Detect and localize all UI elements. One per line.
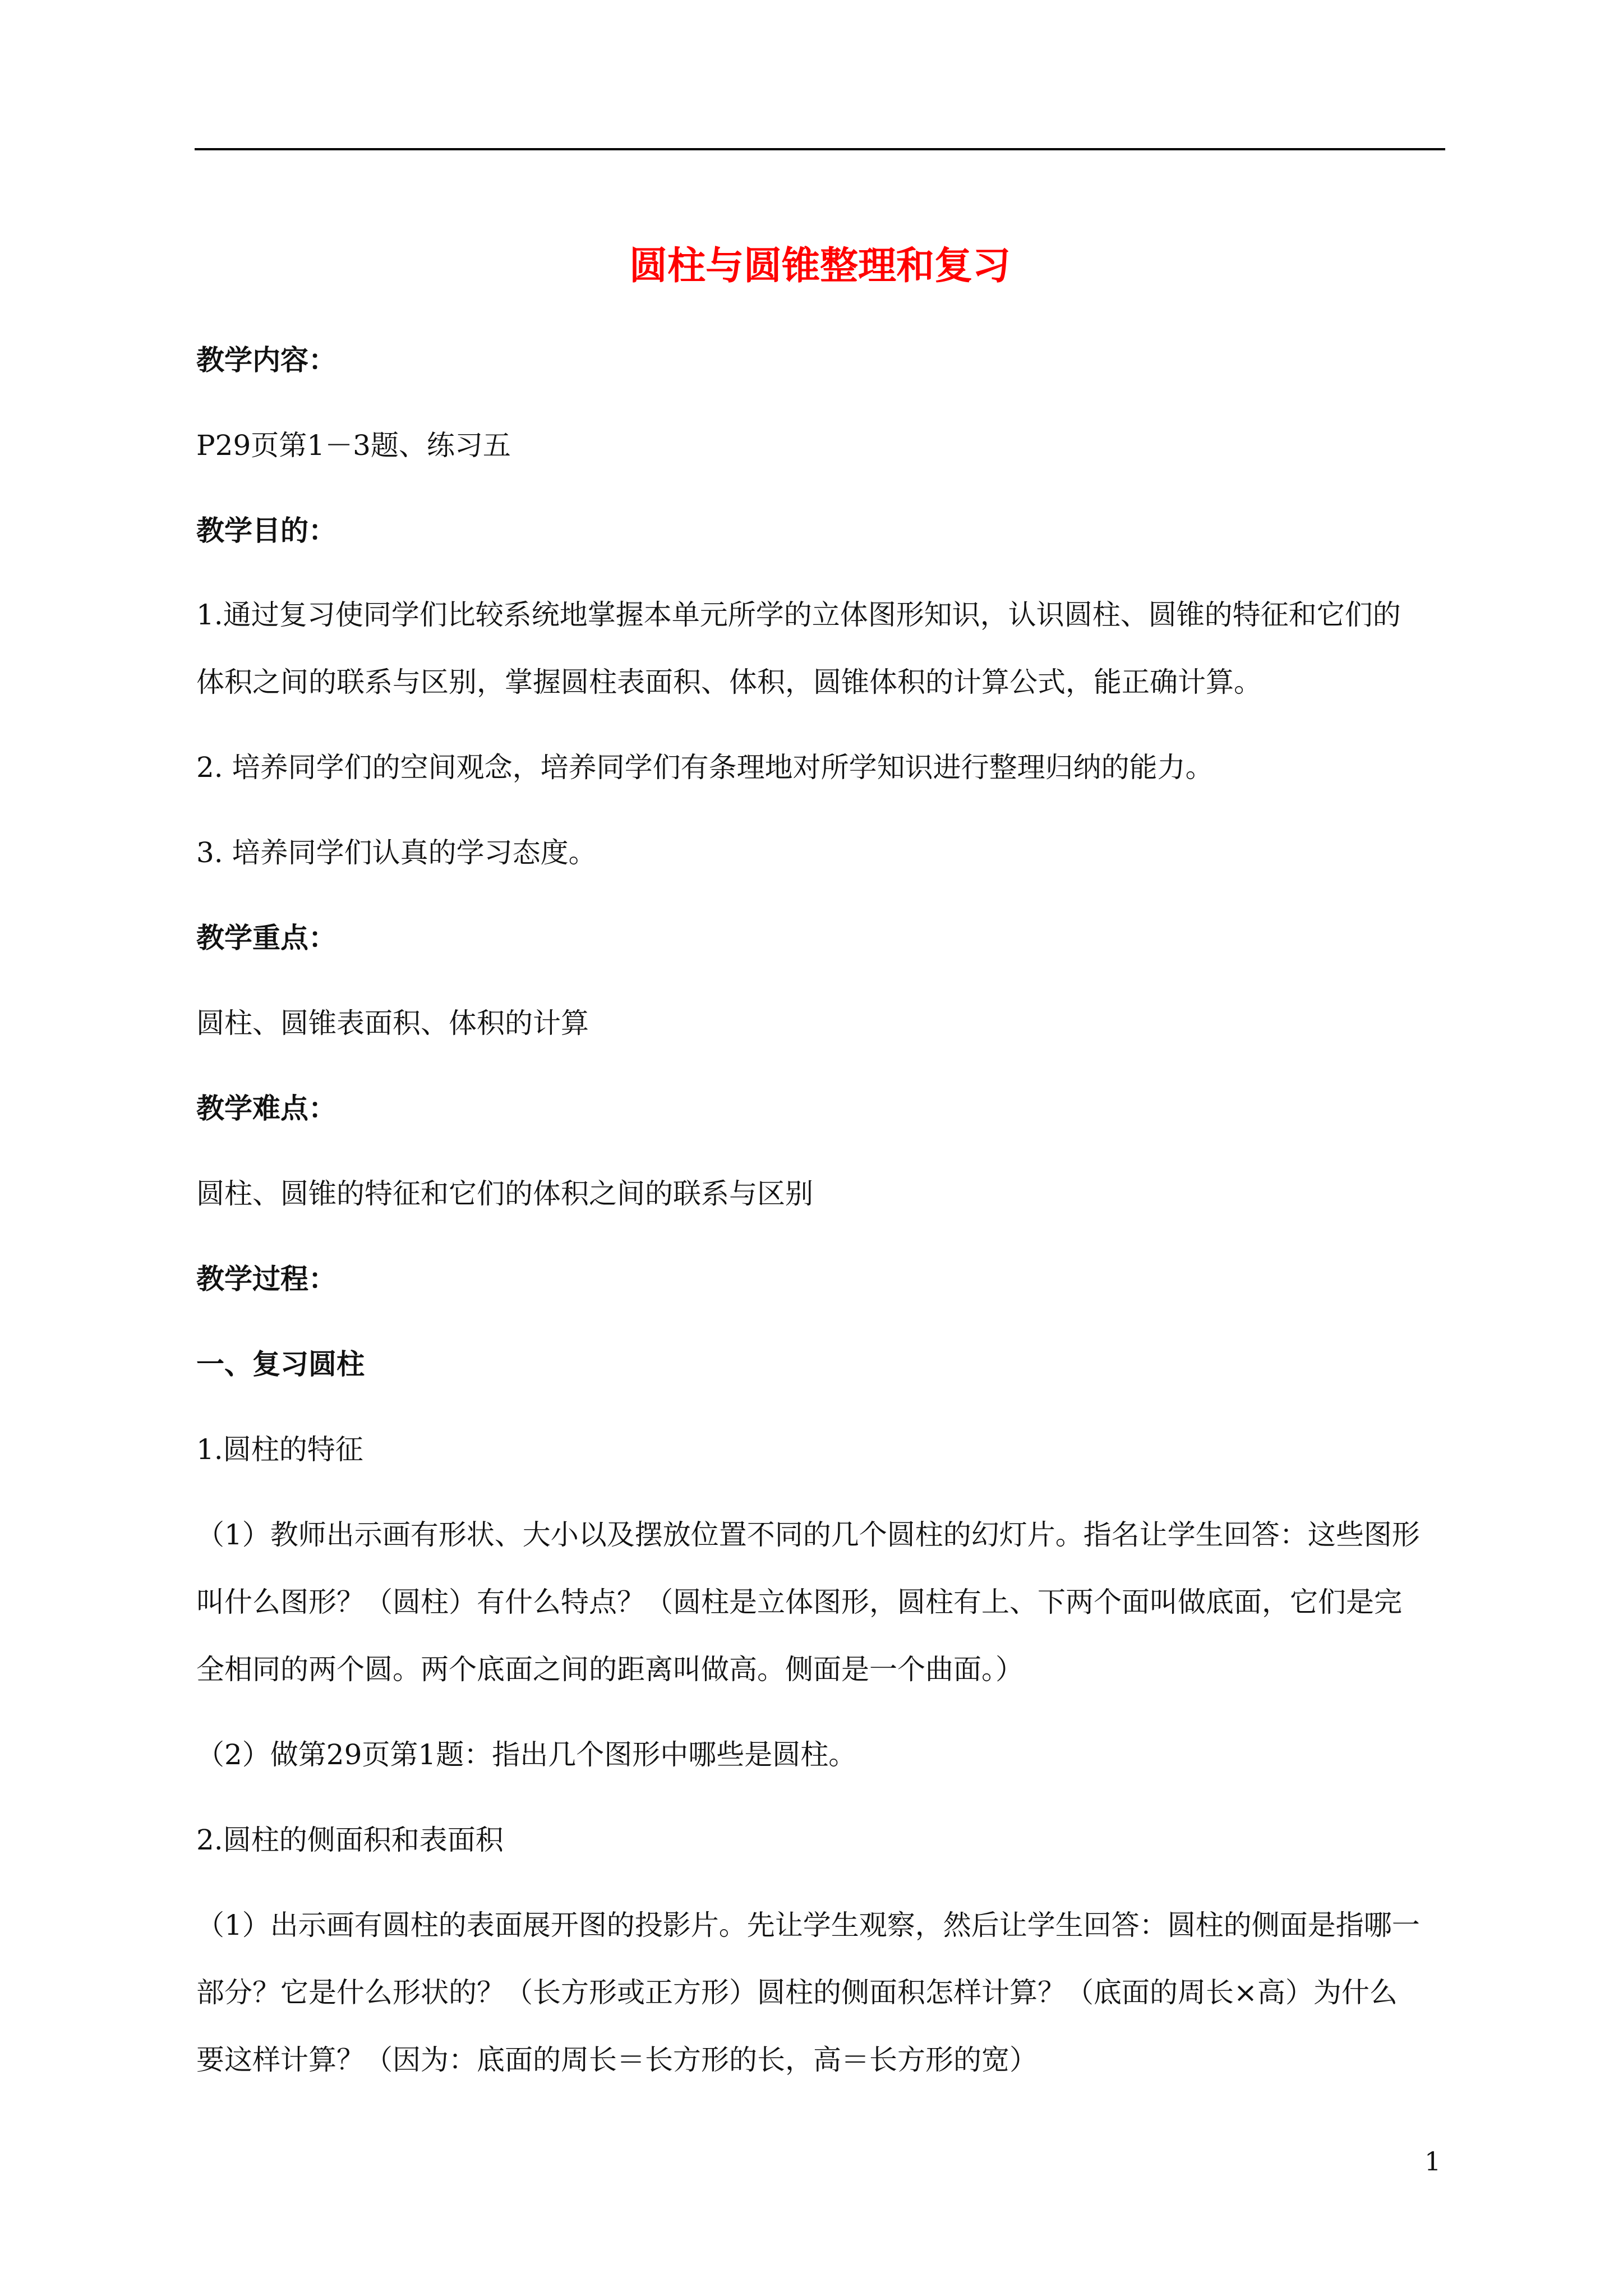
document-title: 圆柱与圆锥整理和复习 (629, 244, 1011, 288)
body-line: 3. 培养同学们认真的学习态度。 (196, 836, 597, 869)
body-line: 部分？它是什么形状的？（长方形或正方形）圆柱的侧面积怎样计算？（底面的周长×高）为什么 (196, 1976, 1398, 2009)
body-line: （1）教师出示画有形状、大小以及摆放位置不同的几个圆柱的幻灯片。指名让学生回答：这些图形 (196, 1519, 1420, 1551)
body-line: 全相同的两个圆。两个底面之间的距离叫做高。侧面是一个曲面。） (196, 1653, 1023, 1686)
body-line: 体积之间的联系与区别，掌握圆柱表面积、体积，圆锥体积的计算公式，能正确计算。 (196, 666, 1262, 698)
section-heading-key-points: 教学重点： (196, 922, 336, 954)
section-heading-content: 教学内容： (196, 344, 336, 376)
body-line: 要这样计算？（因为：底面的周长＝长方形的长，高＝长方形的宽） (196, 2044, 1038, 2076)
page-number: 1 (1424, 2146, 1441, 2177)
section-heading-review-cylinder: 一、复习圆柱 (196, 1348, 365, 1381)
body-line: P29页第1－3题、练习五 (196, 429, 511, 462)
header-rule (195, 148, 1445, 150)
section-heading-objectives: 教学目的： (196, 514, 336, 547)
body-line: 圆柱、圆锥的特征和它们的体积之间的联系与区别 (196, 1177, 813, 1210)
body-line: 1.通过复习使同学们比较系统地掌握本单元所学的立体图形知识，认识圆柱、圆锥的特征和它们的 (196, 599, 1401, 631)
body-line: 圆柱、圆锥表面积、体积的计算 (196, 1007, 589, 1039)
body-line: 2. 培养同学们的空间观念，培养同学们有条理地对所学知识进行整理归纳的能力。 (196, 751, 1214, 784)
body-line: 叫什么图形？（圆柱）有什么特点？（圆柱是立体图形，圆柱有上、下两个面叫做底面，它们是完 (196, 1586, 1402, 1618)
body-line: 2.圆柱的侧面积和表面积 (196, 1824, 504, 1856)
body-line: 1.圆柱的特征 (196, 1433, 363, 1466)
body-line: （1）出示画有圆柱的表面展开图的投影片。先让学生观察，然后让学生回答：圆柱的侧面是指哪一 (196, 1909, 1420, 1941)
body-line: （2）做第29页第1题：指出几个图形中哪些是圆柱。 (196, 1738, 857, 1771)
section-heading-difficulties: 教学难点： (196, 1092, 336, 1125)
section-heading-process: 教学过程： (196, 1263, 336, 1295)
